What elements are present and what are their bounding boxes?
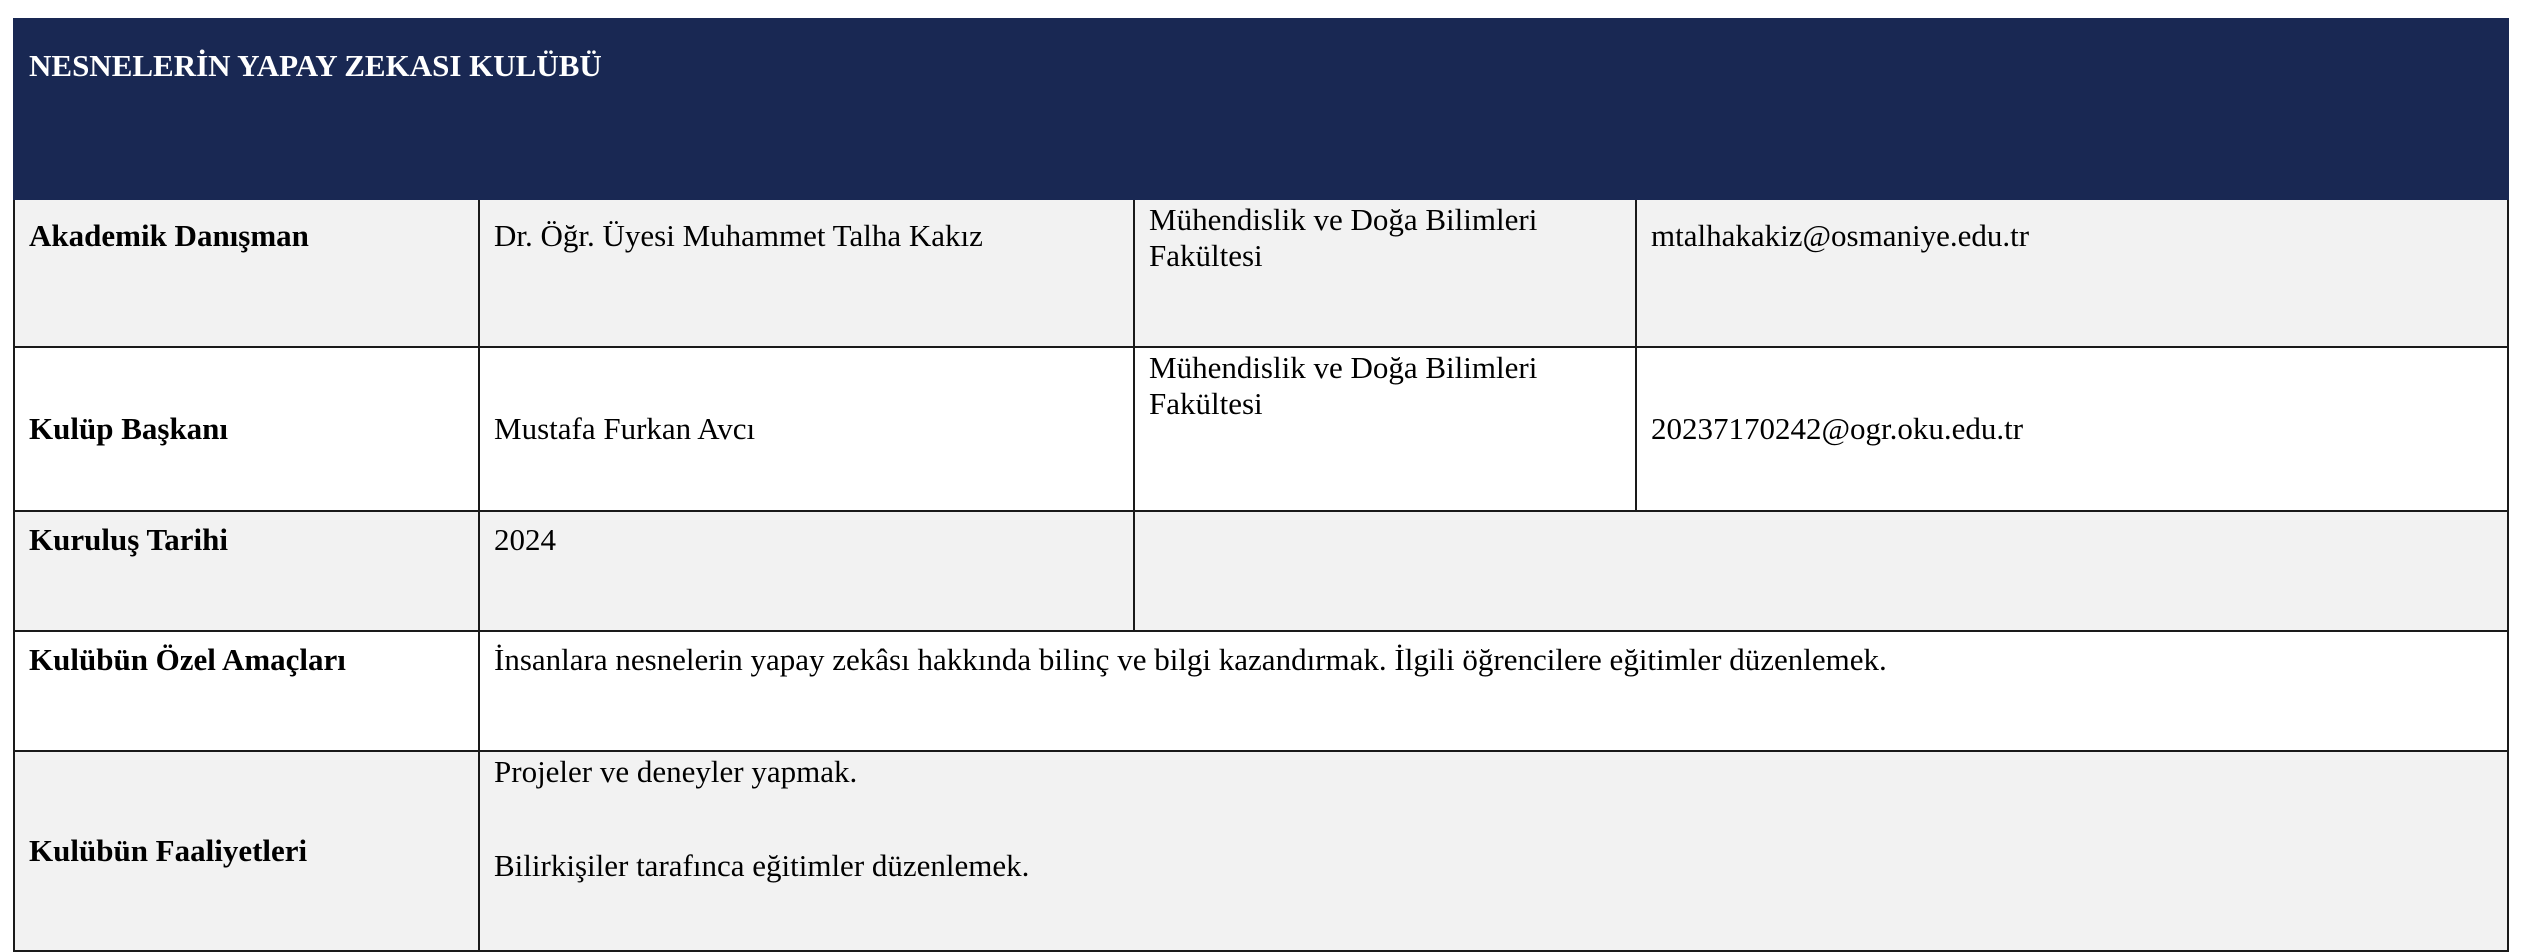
activity-item: Bilirkişiler tarafınca eğitimler düzenlemek. xyxy=(494,848,1030,883)
founding-label: Kuruluş Tarihi xyxy=(14,511,479,631)
president-name: Mustafa Furkan Avcı xyxy=(479,347,1134,511)
table-row-founding xyxy=(14,511,2508,631)
president-label: Kulüp Başkanı xyxy=(14,347,479,511)
advisor-label: Akademik Danışman xyxy=(14,199,479,347)
advisor-name: Dr. Öğr. Üyesi Muhammet Talha Kakız xyxy=(479,199,1134,347)
club-info-table xyxy=(13,18,2509,952)
activities-label: Kulübün Faaliyetleri xyxy=(14,751,479,951)
president-faculty-line1: Mühendislik ve Doğa Bilimleri xyxy=(1149,350,1538,385)
goals-text: İnsanlara nesnelerin yapay zekâsı hakkında bilinç ve bilgi kazandırmak. İlgili öğrencilere eğitimler düzenlemek. xyxy=(479,631,2508,751)
club-title: NESNELERİN YAPAY ZEKASI KULÜBÜ xyxy=(14,19,2508,199)
activity-item: Projeler ve deneyler yapmak. xyxy=(494,754,858,789)
table-row-activities xyxy=(14,751,2508,951)
advisor-faculty: Mühendislik ve Doğa Bilimleri Fakültesi xyxy=(1134,199,1636,347)
goals-label: Kulübün Özel Amaçları xyxy=(14,631,479,751)
founding-empty-cell xyxy=(1134,511,2508,631)
activities-list xyxy=(479,751,2508,951)
table-row-advisor xyxy=(14,199,2508,347)
table-row-president xyxy=(14,347,2508,511)
founding-year: 2024 xyxy=(479,511,1134,631)
table-row-goals xyxy=(14,631,2508,751)
advisor-email: mtalhakakiz@osmaniye.edu.tr xyxy=(1636,199,2508,347)
president-faculty xyxy=(1134,347,1636,511)
president-faculty-line2: Fakültesi xyxy=(1149,386,1263,421)
president-email: 20237170242@ogr.oku.edu.tr xyxy=(1636,347,2508,511)
